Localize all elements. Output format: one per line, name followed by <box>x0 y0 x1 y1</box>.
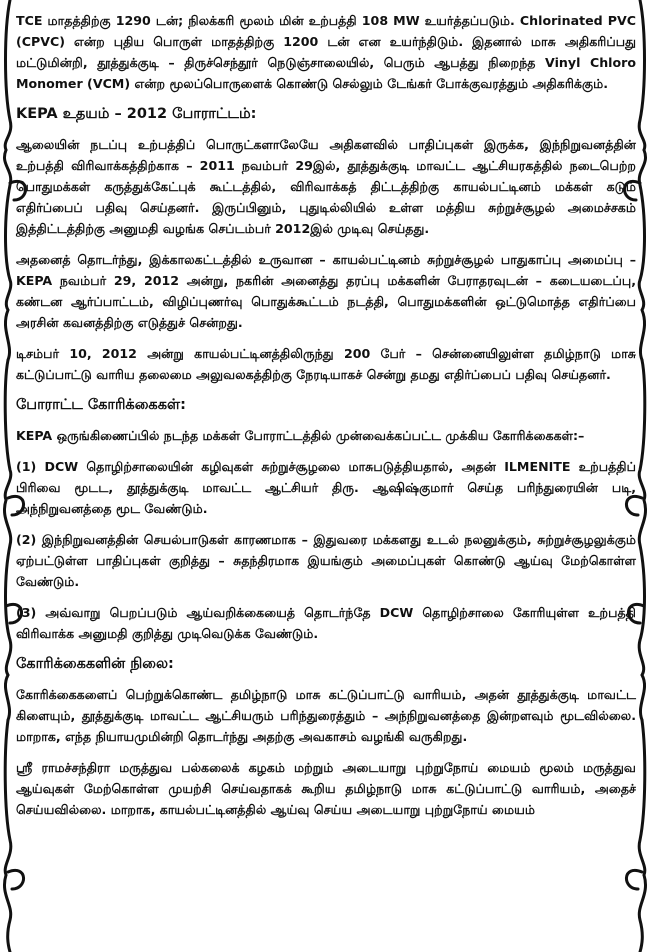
document-body <box>16 10 636 830</box>
paragraph: (2) இந்நிறுவனத்தின் செயல்பாடுகள் காரணமாக – இதுவரை மக்களது உடல் நலனுக்கும், சுற்றுச்சூழலுக்கும் ஏற்பட்டுள்ள பாதிப்புகள் குறித்து – சுதந்திரமாக இயங்கும் அமைப்புகள் கொண்டு ஆய்வு மேற்கொள்ள வேண்டும். <box>16 532 636 589</box>
paragraph: (3) அவ்வாறு பெறப்படும் ஆய்வறிக்கையைத் தொடர்ந்தே DCW தொழிற்சாலை கோரியுள்ள உற்பத்தி விரிவாக்க அனுமதி குறித்து முடிவெடுக்க வேண்டும். <box>16 605 636 641</box>
paragraph: கோரிக்கைகளைப் பெற்றுக்கொண்ட தமிழ்நாடு மாசு கட்டுப்பாட்டு வாரியம், அதன் தூத்துக்குடி மாவட்ட கிளையும், தூத்துக்குடி மாவட்ட ஆட்சியரும் பரிந்துரைத்தும் – அந்நிறுவனத்தை இன்றளவும் மூடவில்லை. மாறாக, எந்த நியாயமுமின்றி தொடர்ந்து அதற்கு அவகாசம் வழங்கி வருகிறது. <box>16 687 636 744</box>
section-heading-status: கோரிக்கைகளின் நிலை: <box>16 656 174 672</box>
intro-paragraph: TCE மாதத்திற்கு 1290 டன்; நிலக்கரி மூலம் மின் உற்பத்தி 108 MW உயர்த்தப்படும். Chlorinated PVC (CPVC) என்ற புதிய பொருள் மாதத்திற்கு 1200 டன் என உயர்ந்திடும். இதனால் மாசு அதிகரிப்பது மட்டுமின்றி, தூத்துக்குடி – திருச்செந்தூர் நெடுஞ்சாலையில், பெரும் ஆபத்து நிறைந்த Vinyl Chloro Monomer (VCM) என்ற மூலப்பொருளைக் கொண்டு செல்லும் டேங்கர் போக்குவரத்தும் அதிகரிக்கும். <box>16 13 636 91</box>
section-heading-kepa: KEPA உதயம் – 2012 போராட்டம்: <box>16 106 257 122</box>
paragraph: (1) DCW தொழிற்சாலையின் கழிவுகள் சுற்றுச்சூழலை மாசுபடுத்தியதால், அதன் ILMENITE உற்பத்திப் பிரிவை மூடட, தூத்துக்குடி மாவட்ட ஆட்சியர் திரு. ஆஷிஷ்குமார் செய்த பரிந்துரையின் படி, அந்நிறுவனத்தை மூட வேண்டும். <box>16 459 636 516</box>
paragraph: அதனைத் தொடர்ந்து, இக்காலகட்டத்தில் உருவான – காயல்பட்டினம் சுற்றுச்சூழல் பாதுகாப்பு அமைப்பு – KEPA நவம்பர் 29, 2012 அன்று, நகரின் அனைத்து தரப்பு மக்களின் பேராதரவுடன் – கடையடைப்பு, கண்டன ஆர்ப்பாட்டம், விழிப்புணர்வு பொதுக்கூட்டம் நடத்தி, பொதுமக்களின் ஒட்டுமொத்த எதிர்ப்பை அரசின் கவனத்திற்கு எடுத்துச் சென்றது. <box>16 252 636 330</box>
section-heading-demands: போராட்ட கோரிக்கைகள்: <box>16 397 186 413</box>
paragraph: டிசம்பர் 10, 2012 அன்று காயல்பட்டினத்திலிருந்து 200 பேர் – சென்னையிலுள்ள தமிழ்நாடு மாசு கட்டுப்பாட்டு வாரிய தலைமை அலுவலகத்திற்கு நேரடியாகச் சென்று தமது எதிர்ப்பைப் பதிவு செய்தனர். <box>16 346 636 382</box>
paragraph: ஆலையின் நடப்பு உற்பத்திப் பொருட்களாலேயே அதிகளவில் பாதிப்புகள் இருக்க, இந்நிறுவனத்தின் உற்பத்தி விரிவாக்கத்திற்காக – 2011 நவம்பர் 29இல், தூத்துக்குடி மாவட்ட ஆட்சியரகத்தில் நடைபெற்ற பொதுமக்கள் கருத்துக்கேட்புக் கூட்டத்தில், விரிவாக்கத் திட்டத்திற்கு காயல்பட்டினம் மக்கள் கடும் எதிர்ப்பைப் பதிவு செய்தனர். இருப்பினும், புதுடில்லியில் உள்ள மத்திய சுற்றுச்சூழல் அமைச்சகம் இத்திட்டத்திற்கு அனுமதி வழங்க செப்டம்பர் 2012இல் முடிவு செய்தது. <box>16 137 636 236</box>
paragraph: ஸ்ரீ ராமச்சந்திரா மருத்துவ பல்கலைக் கழகம் மற்றும் அடையாறு புற்றுநோய் மையம் மூலம் மருத்துவ ஆய்வுகள் மேற்கொள்ள முயற்சி செய்வதாகக் கூறிய தமிழ்நாடு மாசு கட்டுப்பாட்டு வாரியம், அதைச் செய்யவில்லை. மாறாக, காயல்பட்டினத்தில் ஆய்வு செய்ய அடையாறு புற்றுநோய் மையம் <box>16 760 636 817</box>
paragraph: KEPA ஒருங்கிணைப்பில் நடந்த மக்கள் போராட்டத்தில் முன்வைக்கப்பட்ட முக்கிய கோரிக்கைகள்:– <box>16 428 585 443</box>
